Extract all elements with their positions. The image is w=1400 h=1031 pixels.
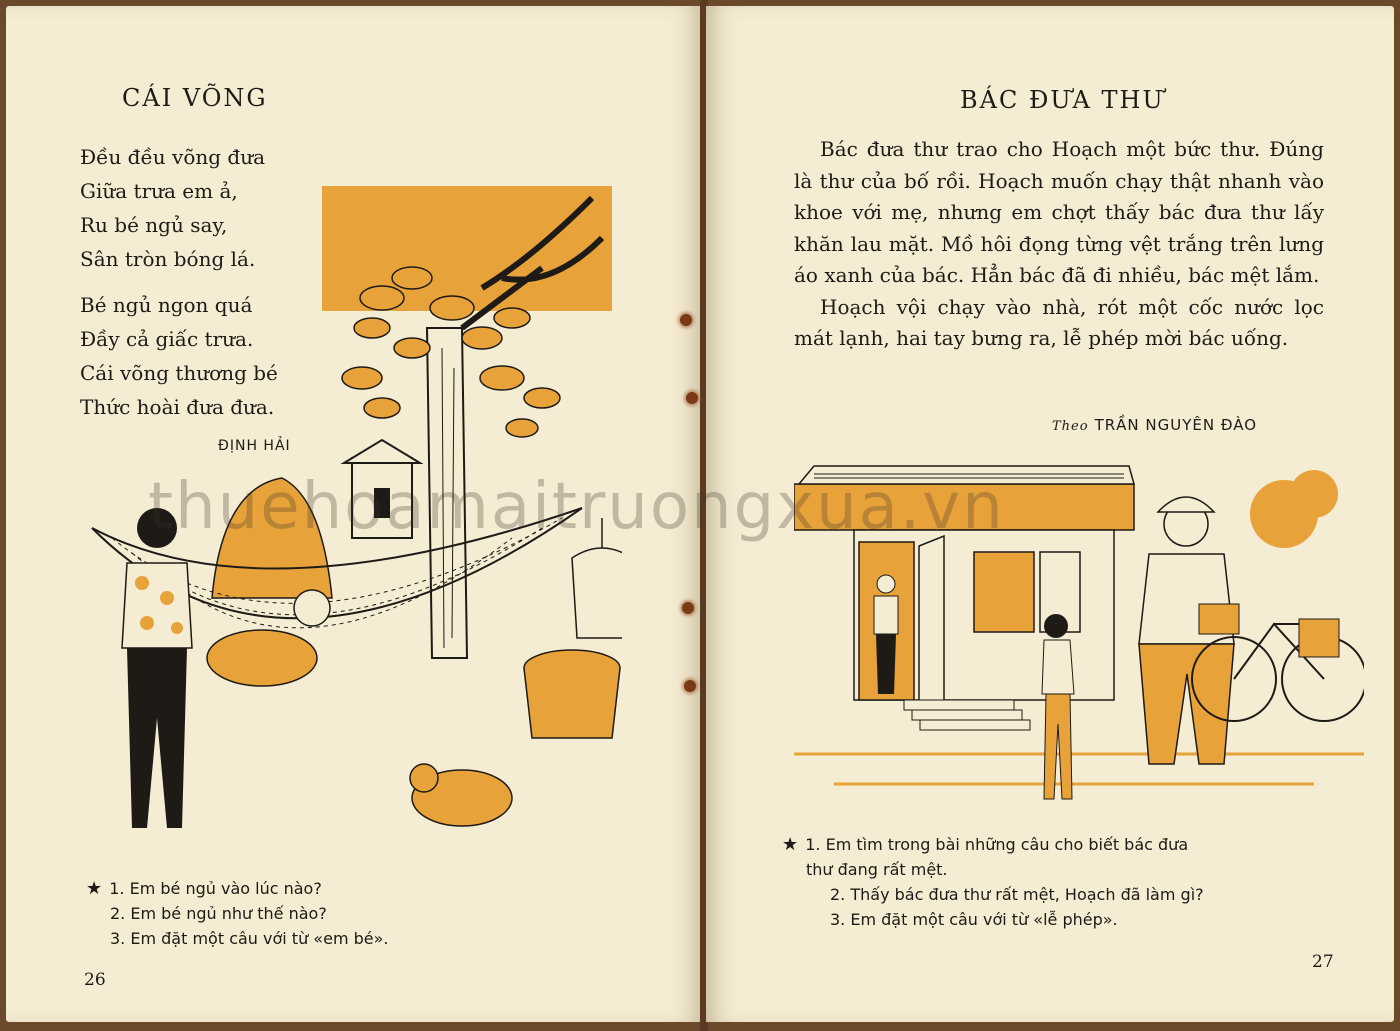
poem-line: Ru bé ngủ say, bbox=[80, 213, 228, 237]
exercise-question-2: 2. Em bé ngủ như thế nào? bbox=[110, 904, 327, 923]
poem-line: Giữa trưa em ả, bbox=[80, 179, 238, 203]
left-exercises bbox=[86, 876, 388, 951]
binding-hole bbox=[684, 680, 696, 692]
left-page-title: CÁI VÕNG bbox=[122, 84, 268, 112]
question-text: 1. Em bé ngủ vào lúc nào? bbox=[109, 879, 322, 898]
story-source bbox=[1052, 416, 1257, 434]
binding-hole bbox=[680, 314, 692, 326]
star-icon: ★ bbox=[86, 878, 103, 899]
page-number-right: 27 bbox=[1312, 952, 1334, 972]
poem-line: Sân tròn bóng lá. bbox=[80, 247, 256, 271]
exercise-question-1 bbox=[86, 876, 388, 901]
exercise-question-3: 3. Em đặt một câu với từ «lễ phép». bbox=[830, 910, 1118, 929]
story-paragraph-2: Hoạch vội chạy vào nhà, rót một cốc nước lọc mát lạnh, hai tay bưng ra, lễ phép mời bác uống. bbox=[794, 294, 1324, 350]
exercise-question-2: 2. Thấy bác đưa thư rất mệt, Hoạch đã làm gì? bbox=[830, 885, 1204, 904]
exercise-question-1 bbox=[782, 832, 1204, 857]
binding-hole bbox=[686, 392, 698, 404]
exercise-question-1-cont: thư đang rất mệt. bbox=[806, 860, 948, 879]
poem-line: Đều đều võng đưa bbox=[80, 145, 266, 169]
poem-line: Thức hoài đưa đưa. bbox=[80, 395, 275, 419]
binding-hole bbox=[682, 602, 694, 614]
poem-author: ĐỊNH HẢI bbox=[218, 438, 291, 454]
star-icon: ★ bbox=[782, 834, 799, 855]
source-prefix: Theo bbox=[1052, 419, 1089, 434]
right-page-title: BÁC ĐƯA THƯ bbox=[960, 86, 1165, 114]
story-paragraph-1: Bác đưa thư trao cho Hoạch một bức thư. Đúng là thư của bố rồi. Hoạch muốn chạy thật nhanh vào khoe với mẹ, nhưng em chợt thấy bác đưa thư lấy khăn lau mặt. Mồ hôi đọng từng vệt trắng trên lưng áo xanh của bác. Hẳn bác đã đi nhiều, bác mệt lắm. bbox=[794, 137, 1324, 287]
poem-line: Đầy cả giấc trưa. bbox=[80, 327, 254, 351]
right-exercises bbox=[782, 832, 1204, 932]
poem-line: Cái võng thương bé bbox=[80, 361, 278, 385]
source-author: TRẦN NGUYÊN ĐÀO bbox=[1094, 416, 1258, 434]
exercise-question-3: 3. Em đặt một câu với từ «em bé». bbox=[110, 929, 389, 948]
poem-line: Bé ngủ ngon quá bbox=[80, 293, 253, 317]
question-text: 1. Em tìm trong bài những câu cho biết bác đưa bbox=[805, 835, 1189, 854]
watermark: thuehoamaitruongxua.vn bbox=[148, 470, 1005, 544]
page-number-left: 26 bbox=[84, 970, 106, 990]
story-text bbox=[794, 134, 1324, 355]
